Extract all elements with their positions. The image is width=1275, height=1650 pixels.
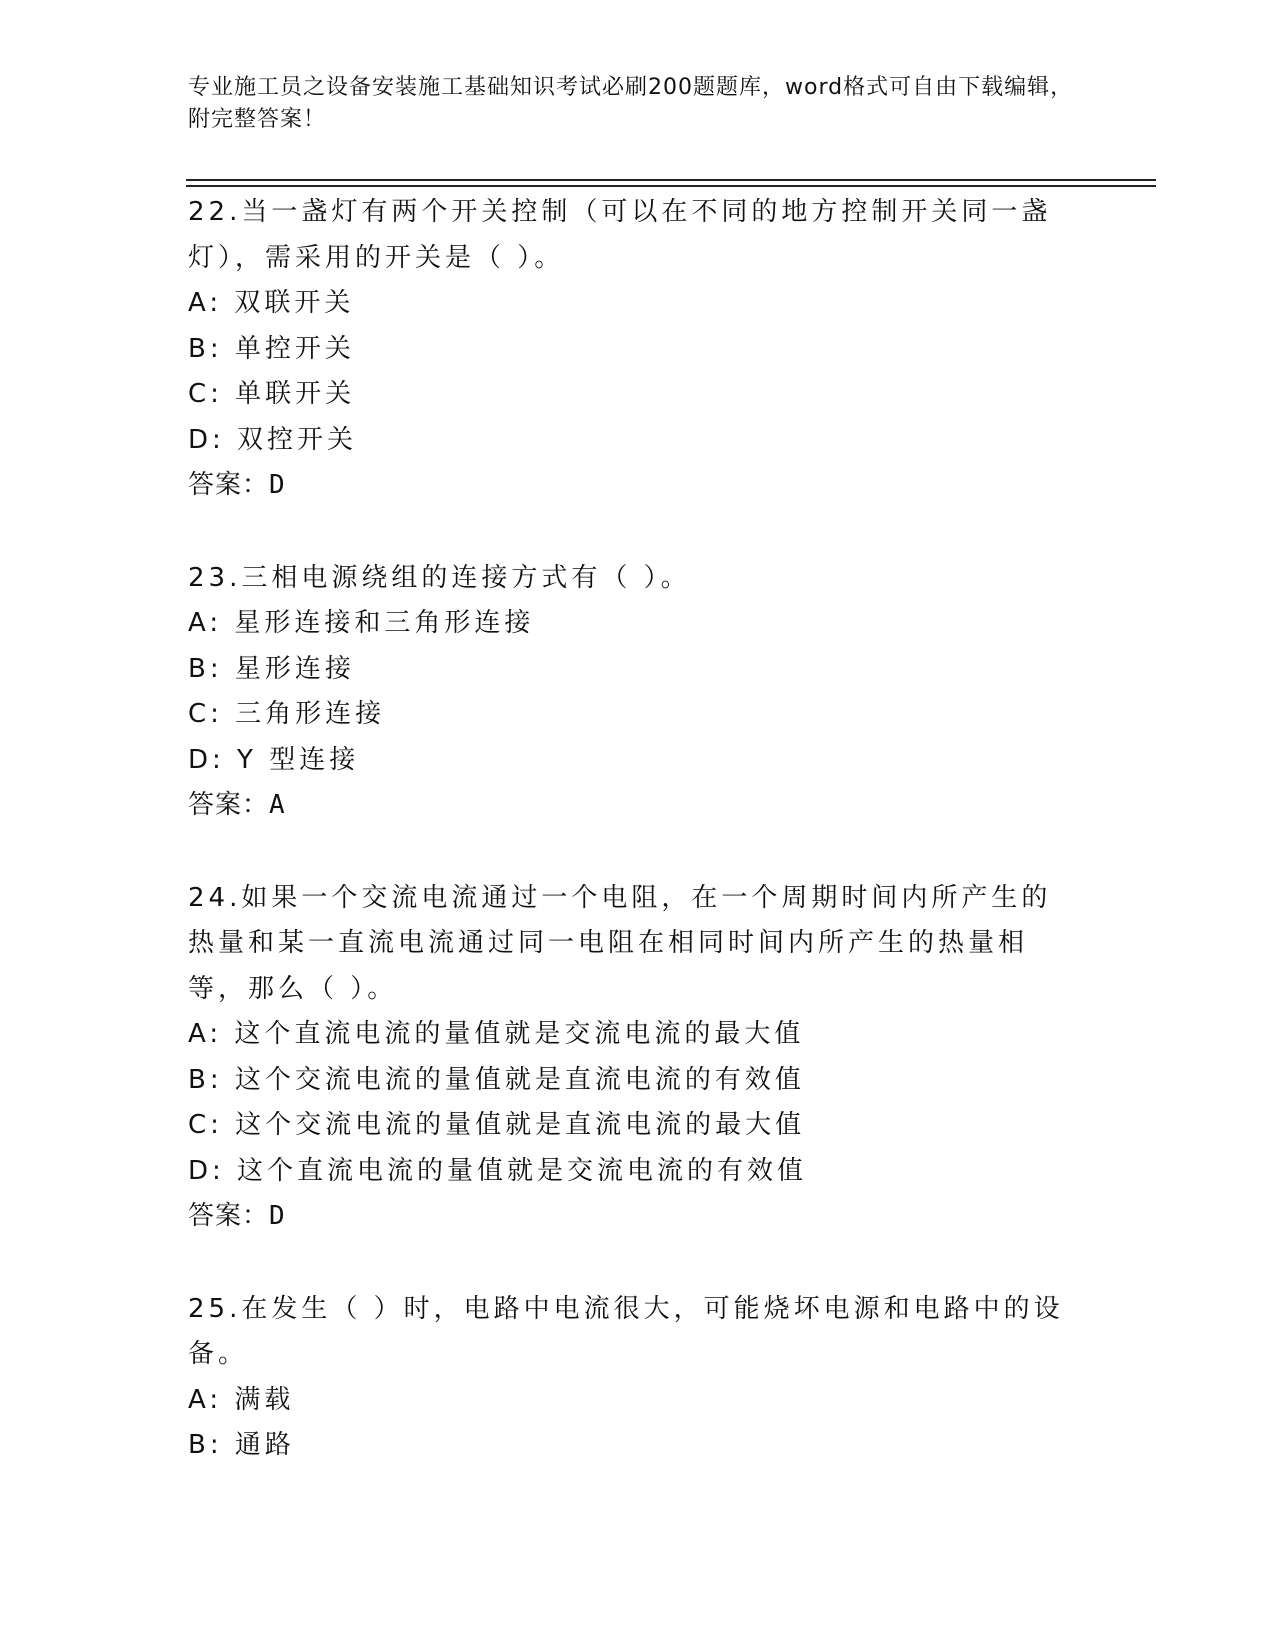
option-a: A: 这个直流电流的量值就是交流电流的最大值 [188, 1019, 805, 1049]
answer-label: 答案：D [188, 1201, 286, 1231]
document-header: 专业施工员之设备安装施工基础知识考试必刷200题题库，word格式可自由下载编辑，附完整答案！ [188, 75, 1074, 132]
question-24 [188, 874, 1078, 1240]
question-22 [188, 188, 1078, 509]
option-a: A: 星形连接和三角形连接 [188, 608, 535, 638]
option-b: B: 单控开关 [188, 333, 355, 364]
answer-label: 答案：A [188, 790, 286, 820]
option-a: A: 满载 [188, 1384, 295, 1415]
option-d: D: 这个直流电流的量值就是交流电流的有效值 [188, 1155, 808, 1186]
question-23 [188, 554, 1078, 829]
question-stem: 25.在发生（ ）时，电路中电流很大，可能烧坏电源和电路中的设备。 [188, 1293, 1064, 1369]
header-divider-top [186, 179, 1156, 181]
question-list [188, 188, 1078, 1469]
question-25 [188, 1285, 1078, 1469]
option-a: A: 双联开关 [188, 288, 355, 318]
option-b: B: 星形连接 [188, 653, 355, 684]
option-d: D: Y 型连接 [188, 744, 360, 775]
question-stem: 24.如果一个交流电流通过一个电阻，在一个周期时间内所产生的热量和某一直流电流通过同一电阻在相同时间内所产生的热量相等，那么（ ）。 [188, 882, 1052, 1004]
option-c: C: 单联开关 [188, 379, 356, 409]
option-c: C: 三角形连接 [188, 699, 386, 729]
option-b: B: 通路 [188, 1430, 295, 1460]
option-b: B: 这个交流电流的量值就是直流电流的有效值 [188, 1064, 805, 1095]
question-stem: 22.当一盏灯有两个开关控制（可以在不同的地方控制开关同一盏灯），需采用的开关是（ ）。 [188, 197, 1052, 273]
header-divider-bottom [186, 185, 1156, 187]
answer-label: 答案：D [188, 470, 286, 500]
option-d: D: 双控开关 [188, 424, 358, 455]
option-c: C: 这个交流电流的量值就是直流电流的最大值 [188, 1110, 806, 1140]
question-stem: 23.三相电源绕组的连接方式有（ ）。 [188, 562, 691, 593]
